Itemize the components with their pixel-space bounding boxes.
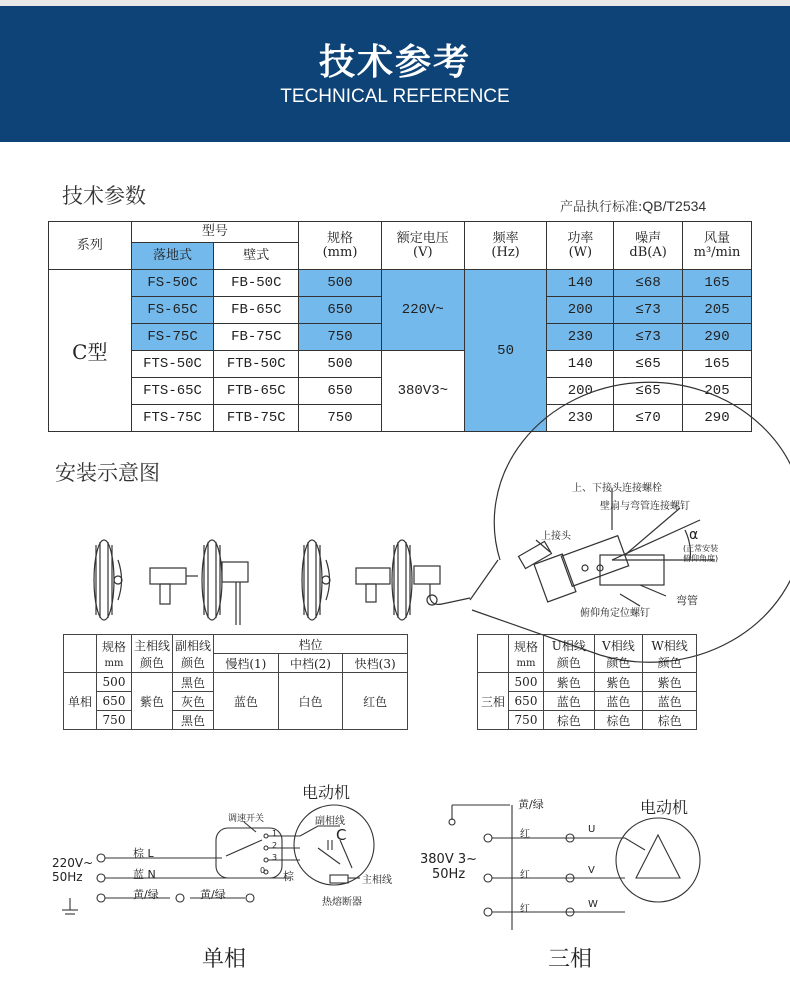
single-phase-table xyxy=(63,634,408,730)
angle-note: (正常安装 俯仰角度) xyxy=(683,544,719,563)
tt-size-val: 500 xyxy=(509,673,544,692)
tt-size-val: 750 xyxy=(509,711,544,730)
h-power-label: 功率 xyxy=(567,230,594,246)
power-cell: 140 xyxy=(547,270,614,297)
tt-u-val: 紫色 xyxy=(544,673,595,692)
ws-switch: 调速开关 xyxy=(228,814,265,824)
h-voltage-unit: (V) xyxy=(413,244,433,260)
floor-model: FTS-75C xyxy=(131,405,214,432)
detail-drawing xyxy=(470,382,790,662)
h-airflow-unit: m³/min xyxy=(693,244,741,260)
noise-cell: ≤68 xyxy=(614,270,683,297)
alpha-label: α xyxy=(689,527,699,543)
power-cell: 230 xyxy=(547,324,614,351)
st-mid-val: 白色 xyxy=(278,673,343,730)
st-main-label: 主相线 xyxy=(133,638,170,653)
ws-pos3: 3 xyxy=(272,853,278,862)
tt-w xyxy=(643,635,697,673)
size-cell: 500 xyxy=(299,270,382,297)
tt-v xyxy=(594,635,643,673)
wall-model: FB-65C xyxy=(214,297,299,324)
h-noise-unit: dB(A) xyxy=(629,244,667,260)
wall-model: FB-75C xyxy=(214,324,299,351)
st-main xyxy=(132,635,173,673)
h-size-label: 规格 xyxy=(327,230,354,246)
st-aux-val: 黑色 xyxy=(173,673,214,692)
wall-model: FTB-75C xyxy=(214,405,299,432)
h-model: 型号 xyxy=(131,222,298,243)
wt-red-1: 红 xyxy=(520,829,530,840)
st-size xyxy=(97,635,132,673)
wt-caption: 三相 xyxy=(548,947,593,972)
st-fast: 快档(3) xyxy=(343,654,408,673)
power-cell: 230 xyxy=(547,405,614,432)
st-fast-val: 红色 xyxy=(343,673,408,730)
h-noise-label: 噪声 xyxy=(635,230,662,246)
st-mid: 中档(2) xyxy=(278,654,343,673)
h-airflow-label: 风量 xyxy=(704,230,731,246)
wall-model: FB-50C xyxy=(214,270,299,297)
floor-model: FS-50C xyxy=(131,270,214,297)
st-slow-val: 蓝色 xyxy=(214,673,279,730)
voltage-a: 220V~ xyxy=(381,270,464,351)
noise-cell: ≤65 xyxy=(614,378,683,405)
st-main-color: 颜色 xyxy=(139,655,164,670)
ws-motor: 电动机 xyxy=(302,783,351,802)
size-cell: 750 xyxy=(299,324,382,351)
airflow-cell: 205 xyxy=(683,378,752,405)
st-size-label: 规格 xyxy=(101,640,126,654)
wall-model: FTB-50C xyxy=(214,351,299,378)
tt-u-val: 棕色 xyxy=(544,711,595,730)
ws-pos1: 1 xyxy=(272,829,278,838)
tt-size xyxy=(509,635,544,673)
ws-brown-l: 棕 L xyxy=(133,847,154,860)
tt-v-color: 颜色 xyxy=(606,655,631,670)
h-wall: 壁式 xyxy=(214,243,299,270)
tt-w-val: 紫色 xyxy=(643,673,697,692)
bolt-top-label: 上、下接头连接螺栓 xyxy=(572,483,662,494)
h-freq-unit: (Hz) xyxy=(491,244,520,260)
noise-cell: ≤73 xyxy=(614,324,683,351)
standard-code: QB/T2534 xyxy=(642,198,707,214)
ws-blue-n: 蓝 N xyxy=(133,868,156,881)
wt-supply2: 50Hz xyxy=(432,867,466,882)
st-aux-val: 黑色 xyxy=(173,711,214,730)
power-cell: 200 xyxy=(547,378,614,405)
tt-size-label: 规格 xyxy=(513,640,538,654)
noise-cell: ≤73 xyxy=(614,297,683,324)
h-power-unit: (W) xyxy=(568,244,593,260)
ws-supply1: 220V~ xyxy=(52,856,94,870)
st-slow: 慢档(1) xyxy=(214,654,279,673)
tt-u-val: 蓝色 xyxy=(544,692,595,711)
ws-pos2: 2 xyxy=(272,841,278,850)
tt-v-label: V相线 xyxy=(602,638,635,653)
st-blank xyxy=(64,635,97,673)
power-cell: 140 xyxy=(547,351,614,378)
joint-label: 上接头 xyxy=(541,531,571,542)
wt-red-2: 红 xyxy=(520,870,530,881)
page-subtitle: TECHNICAL REFERENCE xyxy=(280,86,510,107)
h-size-unit: (mm) xyxy=(322,244,358,260)
tt-v-val: 紫色 xyxy=(594,673,643,692)
st-aux xyxy=(173,635,214,673)
tt-u-color: 颜色 xyxy=(556,655,581,670)
st-size-val: 750 xyxy=(97,711,132,730)
st-gear: 档位 xyxy=(214,635,408,654)
size-cell: 650 xyxy=(299,378,382,405)
floor-model: FS-75C xyxy=(131,324,214,351)
fan-drawing-2 xyxy=(302,540,470,620)
st-size-val: 650 xyxy=(97,692,132,711)
ws-main: 主相线 xyxy=(362,875,392,886)
size-cell: 650 xyxy=(299,297,382,324)
noise-cell: ≤70 xyxy=(614,405,683,432)
wt-earth: 黄/绿 xyxy=(518,798,544,811)
ws-brown: 棕 xyxy=(283,870,294,883)
tt-phase: 三相 xyxy=(478,673,509,730)
page-title: 技术参考 xyxy=(318,42,471,83)
h-freq-label: 频率 xyxy=(492,230,519,246)
h-voltage-label: 额定电压 xyxy=(396,230,449,246)
wiring-three-drawing xyxy=(449,805,700,930)
st-phase: 单相 xyxy=(64,673,97,730)
st-aux-label: 副相线 xyxy=(174,638,211,653)
series-cell: C型 xyxy=(49,270,132,432)
h-floor: 落地式 xyxy=(131,243,214,270)
size-cell: 750 xyxy=(299,405,382,432)
power-cell: 200 xyxy=(547,297,614,324)
st-aux-val: 灰色 xyxy=(173,692,214,711)
pipe-label: 弯管 xyxy=(676,594,698,607)
noise-cell: ≤65 xyxy=(614,351,683,378)
frequency-cell: 50 xyxy=(464,270,547,432)
tt-w-label: W相线 xyxy=(651,638,688,653)
airflow-cell: 290 xyxy=(683,324,752,351)
ws-aux: 副相线 xyxy=(315,816,345,827)
ws-fuse: 热熔断器 xyxy=(322,897,362,908)
airflow-cell: 205 xyxy=(683,297,752,324)
wt-supply1: 380V 3~ xyxy=(420,852,478,867)
tt-size-val: 650 xyxy=(509,692,544,711)
ws-cap: C xyxy=(336,826,347,844)
st-size-unit: mm xyxy=(104,658,124,669)
h-series: 系列 xyxy=(49,222,132,270)
install-title: 安装示意图 xyxy=(55,461,160,485)
ws-caption: 单相 xyxy=(202,947,247,972)
st-main-val: 紫色 xyxy=(132,673,173,730)
tilt-screw-label: 俯仰角定位螺钉 xyxy=(580,608,650,619)
ws-earth2: 黄/绿 xyxy=(200,888,226,901)
params-title: 技术参数 xyxy=(62,184,146,208)
ws-earth1: 黄/绿 xyxy=(133,888,159,901)
wall-model: FTB-65C xyxy=(214,378,299,405)
tt-size-unit: mm xyxy=(516,658,536,669)
airflow-cell: 165 xyxy=(683,270,752,297)
size-cell: 500 xyxy=(299,351,382,378)
wt-motor: 电动机 xyxy=(640,798,689,817)
three-phase-table xyxy=(477,634,697,730)
voltage-b: 380V3~ xyxy=(381,351,464,432)
airflow-cell: 165 xyxy=(683,351,752,378)
tt-u-label: U相线 xyxy=(551,638,586,653)
ws-supply2: 50Hz xyxy=(52,870,83,884)
tt-u xyxy=(544,635,595,673)
fan-drawing-1 xyxy=(94,540,248,625)
wt-w: W xyxy=(588,899,598,910)
tt-blank xyxy=(478,635,509,673)
floor-model: FTS-65C xyxy=(131,378,214,405)
standard-text: 产品执行标准: xyxy=(560,200,643,215)
floor-model: FS-65C xyxy=(131,297,214,324)
wt-v: V xyxy=(588,865,595,876)
st-size-val: 500 xyxy=(97,673,132,692)
airflow-cell: 290 xyxy=(683,405,752,432)
tt-w-val: 棕色 xyxy=(643,711,697,730)
tt-v-val: 棕色 xyxy=(594,711,643,730)
st-aux-color: 颜色 xyxy=(180,655,205,670)
ws-pos0: 0 xyxy=(260,866,266,875)
bolt-wall-label: 壁扇与弯管连接螺钉 xyxy=(600,501,690,512)
tt-v-val: 蓝色 xyxy=(594,692,643,711)
wt-u: U xyxy=(588,824,596,835)
tt-w-color: 颜色 xyxy=(657,655,682,670)
tt-w-val: 蓝色 xyxy=(643,692,697,711)
wt-red-3: 红 xyxy=(520,904,530,915)
floor-model: FTS-50C xyxy=(131,351,214,378)
